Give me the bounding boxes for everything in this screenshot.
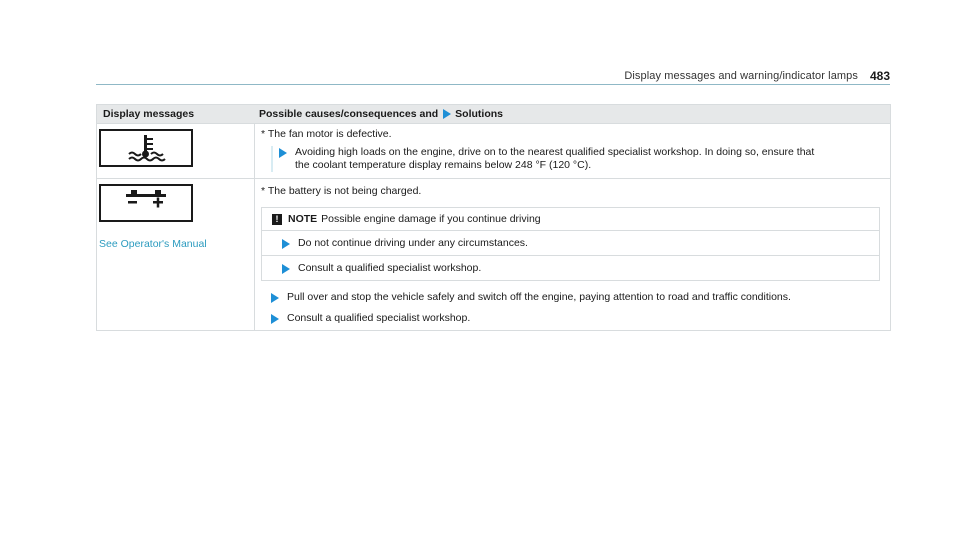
page-number: 483 xyxy=(869,69,890,83)
section-title: Display messages and warning/indicator lamps xyxy=(624,70,858,82)
warning-icon: ! xyxy=(272,214,282,225)
operators-manual-link[interactable]: See Operator's Manual xyxy=(99,238,207,250)
note-text: Possible engine damage if you continue driving xyxy=(321,213,541,225)
arrow-right-icon xyxy=(271,314,279,324)
note-step-text: Consult a qualified specialist workshop. xyxy=(298,262,482,274)
messages-table xyxy=(96,104,891,331)
solution-step xyxy=(261,291,880,303)
solution-line: Avoiding high loads on the engine, drive on to the nearest qualified specialist workshop. In doing so, ensure that xyxy=(295,146,815,158)
display-message-cell xyxy=(97,179,255,330)
causes-solutions-cell xyxy=(255,124,890,178)
solution-line: the coolant temperature display remains below 248 °F (120 °C). xyxy=(295,159,592,171)
col-header-display-messages: Display messages xyxy=(103,108,195,120)
col-header-causes-solutions xyxy=(255,108,503,120)
cause-text: * The battery is not being charged. xyxy=(261,185,422,197)
note-step xyxy=(262,255,879,280)
causes-solutions-cell xyxy=(255,179,890,330)
solution-step xyxy=(261,312,880,324)
note-step xyxy=(262,230,879,255)
arrow-right-icon xyxy=(279,148,287,158)
table-header xyxy=(97,105,890,123)
col-header-suffix: Solutions xyxy=(455,108,504,120)
header-rule xyxy=(96,84,890,85)
note-box xyxy=(261,207,880,281)
table-row xyxy=(97,178,890,330)
table-row xyxy=(97,123,890,178)
note-header xyxy=(262,208,879,230)
solution-step xyxy=(271,146,880,172)
solution-text: Consult a qualified specialist workshop. xyxy=(287,312,471,324)
display-message-cell xyxy=(97,124,255,178)
solution-text: Pull over and stop the vehicle safely and switch off the engine, paying attention to road and traffic conditions. xyxy=(287,291,791,303)
battery-icon xyxy=(99,184,193,222)
cause-text: * The fan motor is defective. xyxy=(261,128,392,140)
coolant-temperature-icon xyxy=(99,129,193,167)
arrow-right-icon xyxy=(282,264,290,274)
note-label: NOTE xyxy=(288,213,318,225)
note-step-text: Do not continue driving under any circumstances. xyxy=(298,237,528,249)
arrow-right-icon xyxy=(271,293,279,303)
col-header-prefix: Possible causes/consequences and xyxy=(259,108,439,120)
arrow-right-icon xyxy=(282,239,290,249)
arrow-right-icon xyxy=(443,109,451,119)
